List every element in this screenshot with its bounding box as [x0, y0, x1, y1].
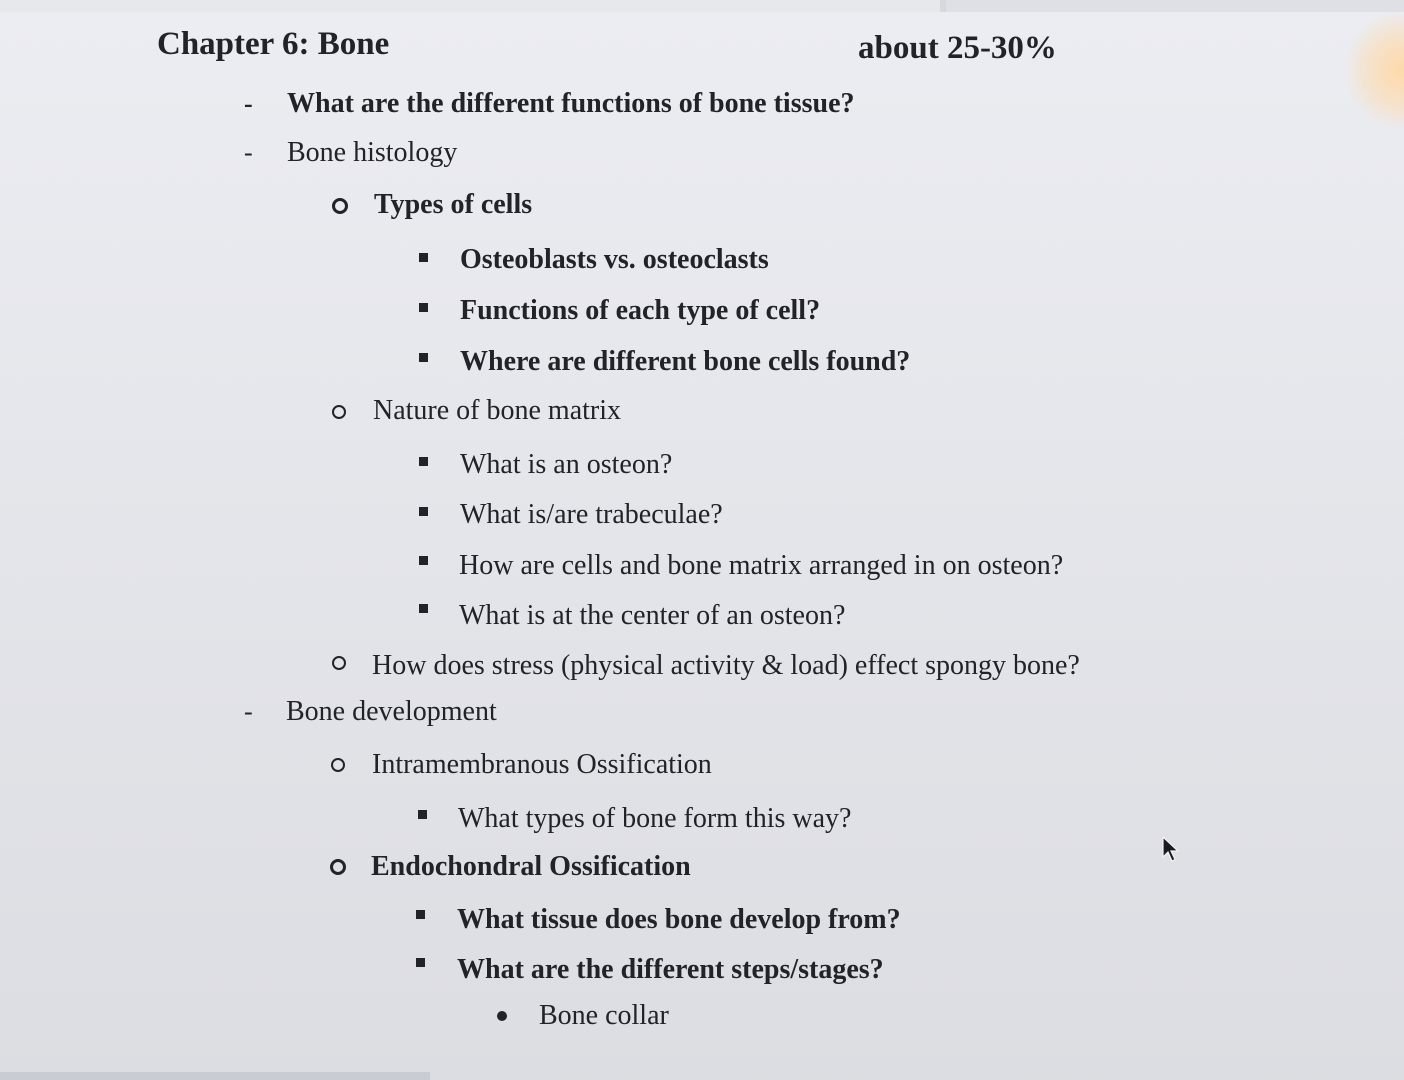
square-bullet-icon	[419, 253, 428, 262]
square-bullet-icon	[419, 507, 428, 516]
dash-bullet-marker: -	[244, 697, 253, 726]
square-bullet-icon	[419, 303, 428, 312]
square-bullet-icon	[419, 604, 428, 613]
outline-item-bone-collar: Bone collar	[539, 1000, 669, 1031]
outline-item-bone-development: Bone development	[286, 696, 497, 727]
square-bullet-icon	[419, 556, 428, 565]
outline-item-intramembranous-ossification: Intramembranous Ossification	[372, 749, 712, 780]
circle-bullet-icon	[332, 656, 346, 670]
square-bullet-icon	[418, 810, 427, 819]
window-top-bar	[0, 0, 1404, 12]
outline-item-osteoblasts-osteoclasts: Osteoblasts vs. osteoclasts	[460, 244, 769, 275]
outline-item-bone-functions: What are the different functions of bone tissue?	[287, 88, 855, 119]
circle-bullet-icon	[330, 859, 346, 875]
square-bullet-icon	[416, 910, 425, 919]
circle-bullet-icon	[332, 405, 346, 419]
outline-item-bone-histology: Bone histology	[287, 137, 458, 168]
outline-item-trabeculae: What is/are trabeculae?	[460, 499, 723, 530]
circle-bullet-icon	[332, 198, 348, 214]
outline-item-bone-cell-locations: Where are different bone cells found?	[460, 346, 911, 377]
outline-item-osteon-arrangement: How are cells and bone matrix arranged in on osteon?	[459, 550, 1064, 581]
square-bullet-icon	[419, 353, 428, 362]
outline-item-bone-types-formed: What types of bone form this way?	[458, 803, 852, 834]
outline-item-endochondral-ossification: Endochondral Ossification	[371, 851, 691, 882]
dash-bullet-marker: -	[244, 138, 253, 167]
square-bullet-icon	[416, 958, 425, 967]
outline-item-bone-matrix: Nature of bone matrix	[373, 395, 622, 426]
outline-item-types-of-cells: Types of cells	[374, 189, 533, 220]
top-bar-right-segment	[946, 0, 1404, 12]
dash-bullet-marker: -	[244, 89, 253, 118]
round-bullet-icon	[497, 1011, 507, 1021]
mouse-cursor-icon	[1160, 836, 1180, 864]
circle-bullet-icon	[331, 758, 345, 772]
outline-item-steps-stages: What are the different steps/stages?	[457, 954, 884, 985]
screen-glare	[1344, 10, 1404, 130]
outline-item-cell-functions: Functions of each type of cell?	[460, 295, 821, 326]
outline-item-tissue-origin: What tissue does bone develop from?	[457, 904, 901, 935]
outline-item-stress-spongy-bone: How does stress (physical activity & load) effect spongy bone?	[372, 650, 1080, 681]
square-bullet-icon	[419, 457, 428, 466]
outline-item-osteon-center: What is at the center of an osteon?	[459, 600, 846, 631]
exam-weight-label: about 25-30%	[858, 30, 1057, 66]
outline-item-osteon: What is an osteon?	[460, 449, 673, 480]
page-title: Chapter 6: Bone	[157, 26, 390, 62]
window-bottom-bar	[0, 1072, 430, 1080]
top-bar-left-segment	[0, 0, 940, 12]
